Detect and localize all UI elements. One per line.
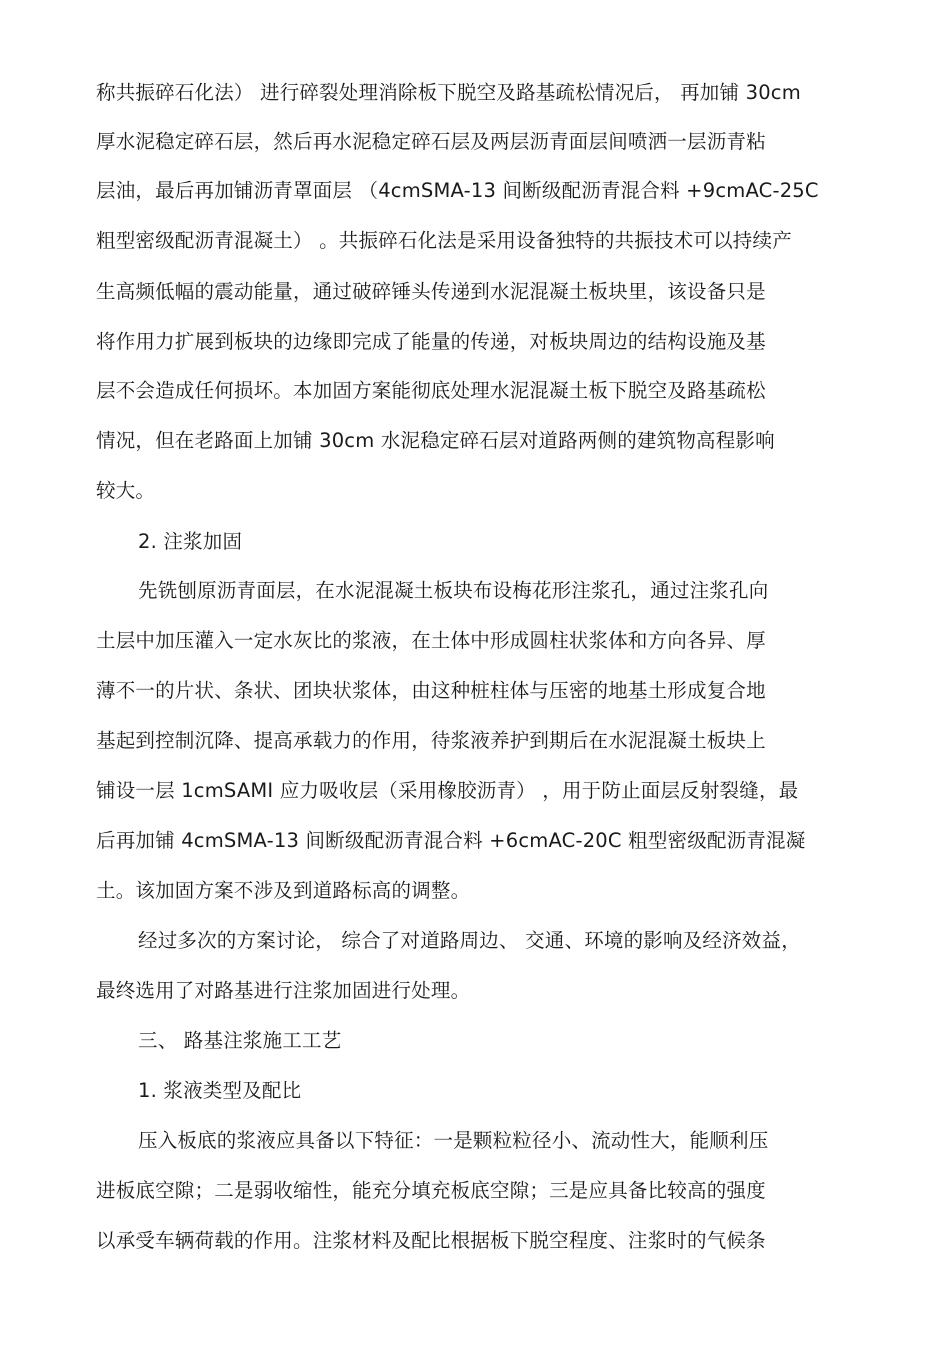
text-line: 较大。 [96, 479, 156, 502]
text-line: 生高频低幅的震动能量，通过破碎锤头传递到水泥混凝土板块里，该设备只是 [96, 280, 766, 303]
text-line: 厚水泥稳定碎石层，然后再水泥稳定碎石层及两层沥青面层间喷洒一层沥青粘 [96, 130, 766, 153]
text-line: 先铣刨原沥青面层，在水泥混凝土板块布设梅花形注浆孔，通过注浆孔向 [138, 579, 769, 602]
text-line: 土层中加压灌入一定水灰比的浆液，在土体中形成圆柱状浆体和方向各异、厚 [96, 629, 766, 652]
section-heading: 三、 路基注浆施工工艺 [138, 1029, 342, 1052]
subsection-heading: 1. 浆液类型及配比 [138, 1079, 302, 1102]
text-line: 最终选用了对路基进行注浆加固进行处理。 [96, 979, 471, 1002]
text-line: 层不会造成任何损坏。本加固方案能彻底处理水泥混凝土板下脱空及路基疏松 [96, 379, 766, 402]
text-line: 基起到控制沉降、提高承载力的作用，待浆液养护到期后在水泥混凝土板块上 [96, 729, 766, 752]
text-line: 以承受车辆荷载的作用。注浆材料及配比根据板下脱空程度、注浆时的气候条 [96, 1229, 766, 1252]
text-line: 粗型密级配沥青混凝土） 。共振碎石化法是采用设备独特的共振技术可以持续产 [96, 229, 792, 252]
text-line: 薄不一的片状、条状、团块状浆体，由这种桩柱体与压密的地基土形成复合地 [96, 679, 766, 702]
text-line: 层油，最后再加铺沥青罩面层 （4cmSMA-13 间断级配沥青混合料 +9cmAC-25C [96, 179, 819, 202]
text-line: 铺设一层 1cmSAMI 应力吸收层（采用橡胶沥青） ，用于防止面层反射裂缝，最 [96, 779, 799, 802]
text-line: 经过多次的方案讨论， 综合了对道路周边、 交通、环境的影响及经济效益， [138, 929, 801, 952]
text-line: 情况，但在老路面上加铺 30cm 水泥稳定碎石层对道路两侧的建筑物高程影响 [96, 429, 775, 452]
text-line: 将作用力扩展到板块的边缘即完成了能量的传递，对板块周边的结构设施及基 [96, 330, 766, 353]
section-heading: 2. 注浆加固 [138, 530, 243, 553]
text-line: 进板底空隙；二是弱收缩性，能充分填充板底空隙；三是应具备比较高的强度 [96, 1179, 766, 1202]
text-line: 土。该加固方案不涉及到道路标高的调整。 [96, 879, 471, 902]
text-line: 压入板底的浆液应具备以下特征：一是颗粒粒径小、流动性大，能顺利压 [138, 1129, 769, 1152]
text-line: 称共振碎石化法） 进行碎裂处理消除板下脱空及路基疏松情况后， 再加铺 30cm [96, 81, 801, 104]
text-line: 后再加铺 4cmSMA-13 间断级配沥青混合料 +6cmAC-20C 粗型密级配沥青混凝 [96, 829, 806, 852]
